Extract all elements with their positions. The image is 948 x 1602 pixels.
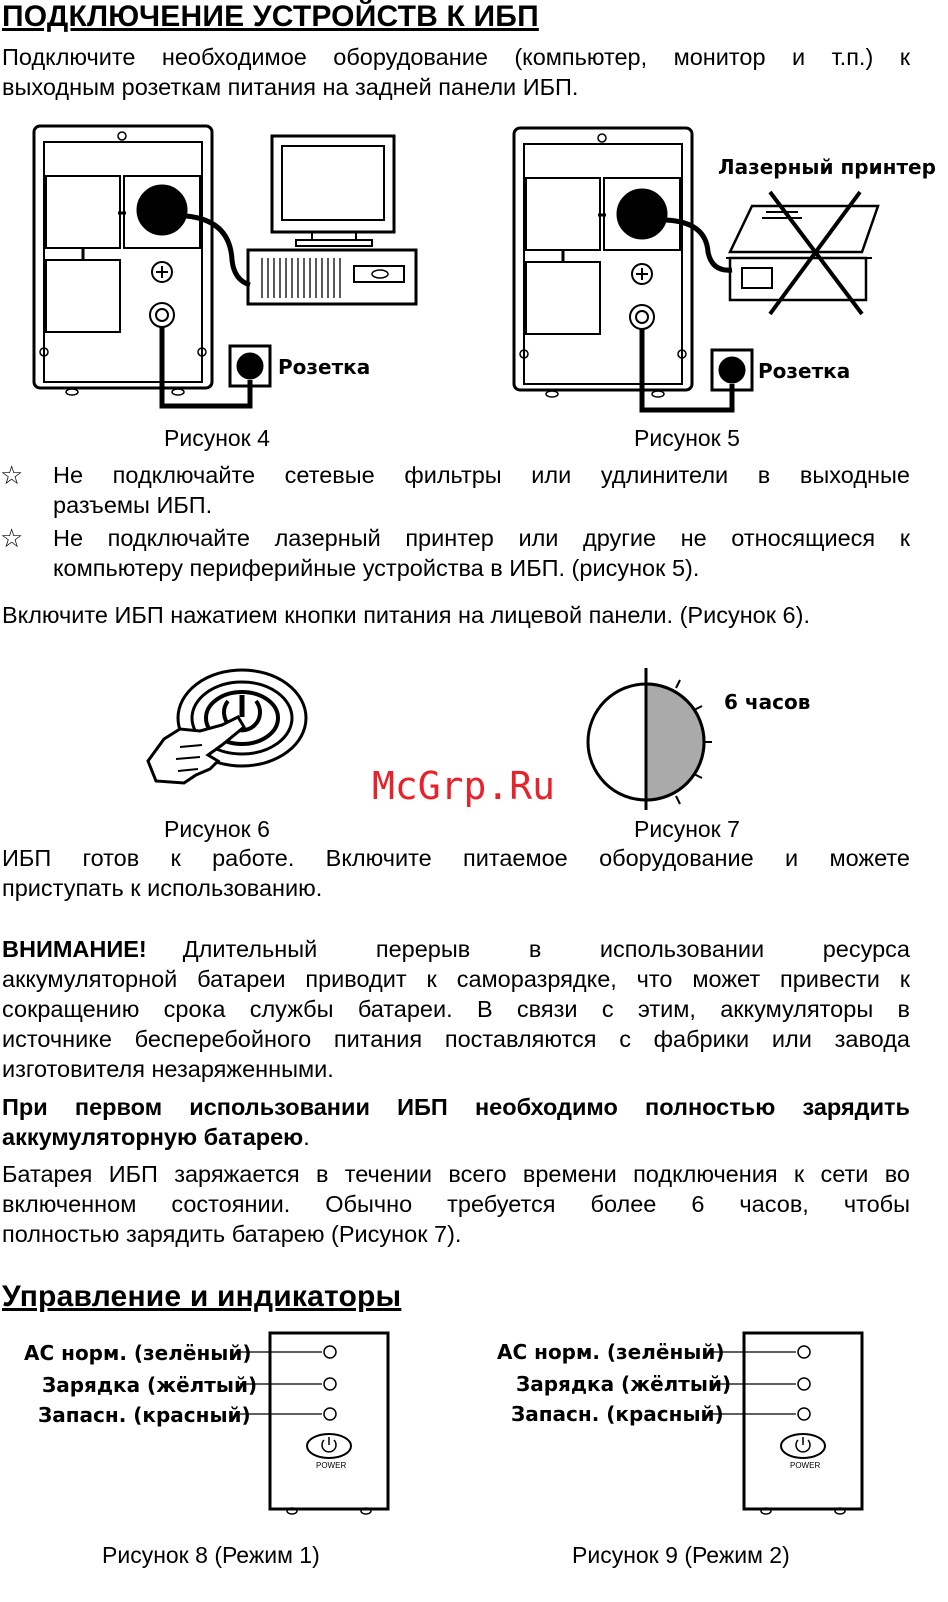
figure7-charge-clock <box>580 660 720 820</box>
figure9-front-panel <box>704 1330 874 1520</box>
figure5-caption: Рисунок 5 <box>634 425 740 451</box>
star-icon: ☆ <box>0 523 24 553</box>
attention-line-3: сокращению срока службы батареи. В связи с этим, аккумуляторы в <box>2 996 910 1022</box>
section-title-controls: Управление и индикаторы <box>2 1280 402 1313</box>
led-charge <box>798 1378 810 1390</box>
first-use-line-1: При первом использовании ИБП необходимо полностью зарядить <box>2 1094 910 1120</box>
first-use-bold: аккумуляторную батарею <box>2 1124 304 1150</box>
section-title-connection: ПОДКЛЮЧЕНИЕ УСТРОЙСТВ К ИБП <box>2 0 539 33</box>
star-icon: ☆ <box>0 460 24 490</box>
figure6-caption: Рисунок 6 <box>164 816 270 842</box>
charge-line-1: Батарея ИБП заряжается в течении всего времени подключения к сети во <box>2 1161 910 1187</box>
led-backup <box>324 1408 336 1420</box>
led-ac <box>798 1346 810 1358</box>
fig8-indicator-ac-label: АС норм. (зелёный) <box>24 1341 252 1365</box>
figure6-power-button-press <box>140 665 320 795</box>
figure5-outlet-label: Розетка <box>758 359 851 383</box>
ready-line-1: ИБП готов к работе. Включите питаемое оборудование и можете <box>2 845 910 871</box>
figure7-caption: Рисунок 7 <box>634 816 740 842</box>
attention-line-4: источнике бесперебойного питания поставляются с фабрики или завода <box>2 1026 910 1052</box>
fig9-indicator-charge-label: Зарядка (жёлтый) <box>516 1372 732 1396</box>
watermark: McGrp.Ru <box>372 764 556 808</box>
figure7-hours-label: 6 часов <box>724 690 811 714</box>
led-ac <box>324 1346 336 1358</box>
led-charge <box>324 1378 336 1390</box>
fig9-power-label: POWER <box>790 1461 821 1470</box>
attention-label: ВНИМАНИЕ! <box>2 936 147 962</box>
attention-text-1: Длительный перерыв в использовании ресурса <box>182 936 910 962</box>
figure8-front-panel <box>230 1330 400 1520</box>
attention-line-5: изготовителя незаряженными. <box>2 1056 334 1082</box>
figure8-caption: Рисунок 8 (Режим 1) <box>102 1542 320 1568</box>
attention-line-1 <box>2 934 910 965</box>
fig9-indicator-ac-label: АС норм. (зелёный) <box>497 1340 725 1364</box>
fig8-indicator-backup-label: Запасн. (красный) <box>38 1403 251 1427</box>
warning-2-line-1: Не подключайте лазерный принтер или другие не относящиеся к <box>53 525 910 551</box>
warning-2-line-2: компьютеру периферийные устройства в ИБП. (рисунок 5). <box>53 555 700 581</box>
charge-line-2: включенном состоянии. Обычно требуется более 6 часов, чтобы <box>2 1191 910 1217</box>
figure4-caption: Рисунок 4 <box>164 425 270 451</box>
first-use-line-2: аккумуляторную батарею. <box>2 1124 310 1150</box>
warning-1-line-1: Не подключайте сетевые фильтры или удлинители в выходные <box>53 462 910 488</box>
intro-line-2: выходным розеткам питания на задней панели ИБП. <box>2 74 579 100</box>
attention-line-2: аккумуляторной батареи приводит к саморазрядке, что может привести к <box>2 966 910 992</box>
figure5-printer-label: Лазерный принтер <box>718 155 936 179</box>
charge-line-3: полностью зарядить батарею (Рисунок 7). <box>2 1221 462 1247</box>
fig8-power-label: POWER <box>316 1461 347 1470</box>
intro-line-1: Подключите необходимое оборудование (компьютер, монитор и т.п.) к <box>2 44 910 70</box>
led-backup <box>798 1408 810 1420</box>
power-on-text: Включите ИБП нажатием кнопки питания на лицевой панели. (Рисунок 6). <box>2 602 810 628</box>
fig8-indicator-charge-label: Зарядка (жёлтый) <box>42 1373 258 1397</box>
ready-line-2: приступать к использованию. <box>2 875 323 901</box>
ups-rear-panel <box>34 126 212 388</box>
warning-1-line-2: разъемы ИБП. <box>53 492 213 518</box>
figure4-outlet-label: Розетка <box>278 355 371 379</box>
figure4-ups-rear-diagram <box>0 120 450 420</box>
figure9-caption: Рисунок 9 (Режим 2) <box>572 1542 790 1568</box>
fig9-indicator-backup-label: Запасн. (красный) <box>511 1402 724 1426</box>
